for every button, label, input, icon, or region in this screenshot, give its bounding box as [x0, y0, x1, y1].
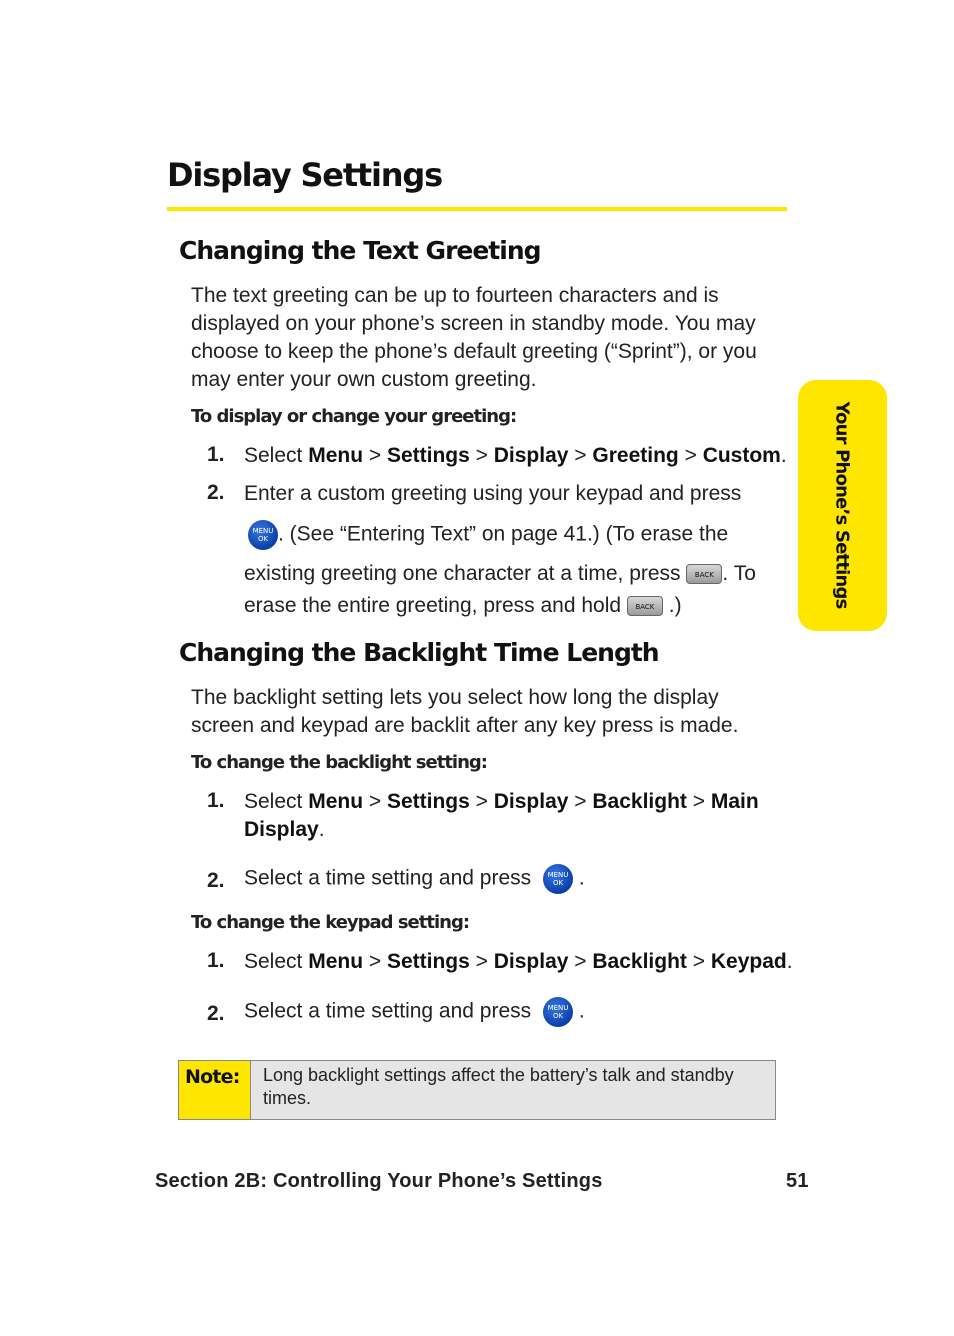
- heading-backlight: Changing the Backlight Time Length: [179, 638, 659, 667]
- step-number: 2.: [207, 869, 225, 892]
- page-title: Display Settings: [167, 156, 442, 194]
- para-line: The text greeting can be up to fourteen characters and is: [191, 284, 719, 307]
- title-underline: [167, 207, 787, 211]
- keypad-step-2: Select a time setting and press MENU OK .: [244, 997, 585, 1027]
- note-box: [178, 1060, 776, 1120]
- step-number: 1.: [207, 789, 225, 812]
- back-key-icon: BACK: [686, 564, 722, 584]
- note-text: Long backlight settings affect the battery’s talk and standby times.: [263, 1065, 734, 1108]
- note-label: Note:: [179, 1061, 251, 1119]
- page-number: 51: [786, 1170, 809, 1192]
- menu-ok-key-icon: MENU OK: [543, 997, 573, 1027]
- greeting-step-2-line: erase the entire greeting, press and hold BACK .): [244, 594, 682, 617]
- para-line: The backlight setting lets you select how long the display: [191, 686, 719, 709]
- para-line: may enter your own custom greeting.: [191, 368, 537, 391]
- step-number: 1.: [207, 443, 225, 466]
- para-line: screen and keypad are backlit after any key press is made.: [191, 714, 739, 737]
- menu-ok-key-icon: MENU OK: [543, 864, 573, 894]
- back-key-icon: BACK: [627, 596, 663, 616]
- greeting-step-1: Select Menu > Settings > Display > Greeting > Custom.: [244, 444, 787, 467]
- backlight-main-step-1: Select Menu > Settings > Display > Backlight > Main: [244, 790, 759, 813]
- step-number: 2.: [207, 1002, 225, 1025]
- para-line: choose to keep the phone’s default greeting (“Sprint”), or you: [191, 340, 757, 363]
- step-number: 1.: [207, 949, 225, 972]
- heading-text-greeting: Changing the Text Greeting: [179, 236, 541, 265]
- greeting-step-2-line: existing greeting one character at a time, press BACK . To: [244, 562, 756, 585]
- subheading-change-greeting: To display or change your greeting:: [191, 406, 517, 427]
- subheading-keypad-setting: To change the keypad setting:: [191, 912, 470, 933]
- menu-ok-key-icon: MENU OK: [248, 520, 278, 550]
- footer-section-title: Section 2B: Controlling Your Phone’s Settings: [155, 1170, 603, 1192]
- side-tab-label: Your Phone’s Settings: [831, 401, 853, 609]
- greeting-step-2-line: Enter a custom greeting using your keypad and press: [244, 482, 742, 505]
- backlight-main-step-1-cont: Display.: [244, 818, 325, 841]
- keypad-step-1: Select Menu > Settings > Display > Backlight > Keypad.: [244, 950, 793, 973]
- backlight-paragraph: [191, 684, 791, 740]
- greeting-step-2-line: MENU OK . (See “Entering Text” on page 41.) (To erase the: [248, 520, 728, 550]
- subheading-backlight-setting: To change the backlight setting:: [191, 752, 487, 773]
- backlight-main-step-2: Select a time setting and press MENU OK .: [244, 864, 585, 894]
- step-number: 2.: [207, 481, 225, 504]
- text-greeting-paragraph: [191, 282, 791, 394]
- para-line: displayed on your phone’s screen in standby mode. You may: [191, 312, 756, 335]
